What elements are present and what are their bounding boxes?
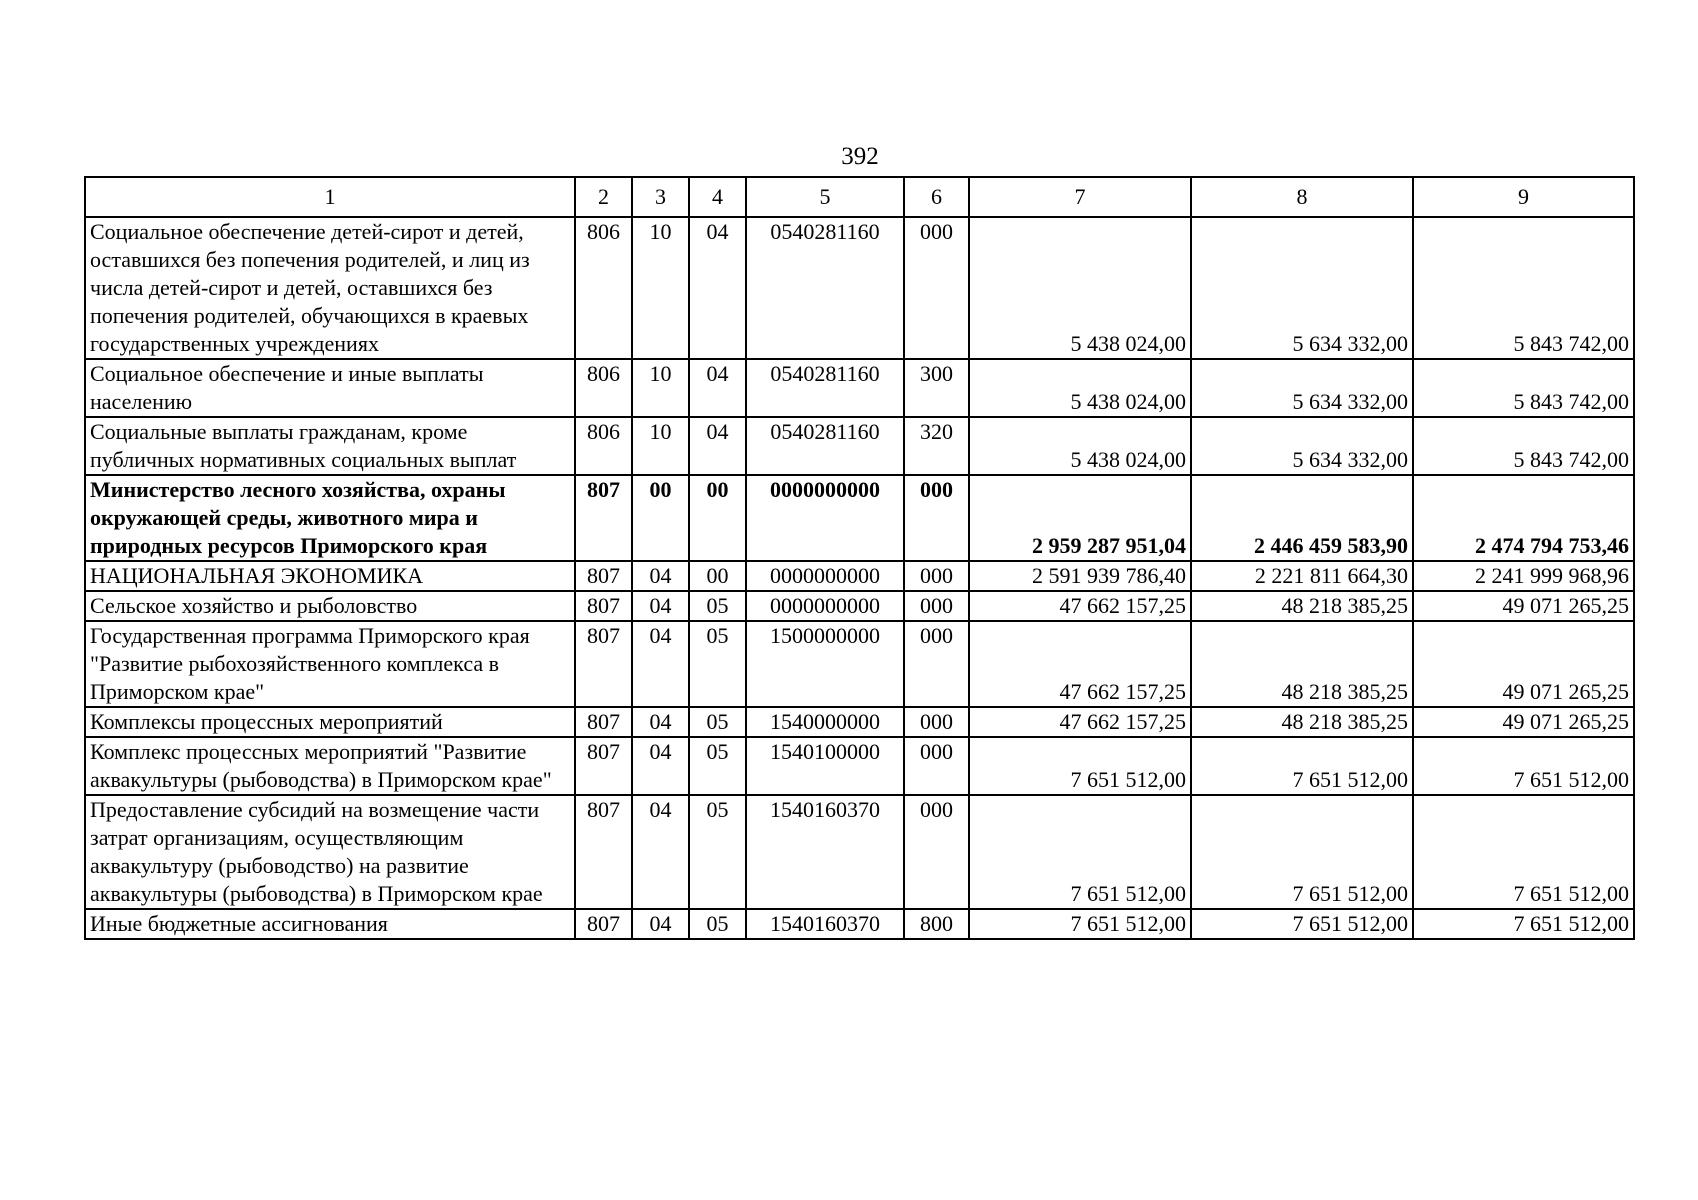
- row-name-cell: НАЦИОНАЛЬНАЯ ЭКОНОМИКА: [85, 561, 575, 591]
- page-number: 392: [841, 143, 879, 170]
- header-cell: 5: [746, 177, 904, 217]
- row-code-cell: 000: [904, 737, 969, 795]
- row-name-cell: Иные бюджетные ассигнования: [85, 909, 575, 939]
- row-code-cell: 807: [575, 737, 632, 795]
- row-code-cell: 04: [689, 359, 746, 417]
- header-cell: 2: [575, 177, 632, 217]
- row-amount-cell: 5 438 024,00: [969, 417, 1191, 475]
- header-cell: 4: [689, 177, 746, 217]
- table-row: [85, 737, 1634, 795]
- row-amount-cell: 5 634 332,00: [1191, 217, 1413, 359]
- table-row: [85, 621, 1634, 707]
- row-code-cell: 0000000000: [746, 475, 904, 561]
- row-code-cell: 300: [904, 359, 969, 417]
- header-cell: 7: [969, 177, 1191, 217]
- row-code-cell: 807: [575, 909, 632, 939]
- row-code-cell: 05: [689, 591, 746, 621]
- row-amount-cell: 48 218 385,25: [1191, 621, 1413, 707]
- row-code-cell: 0000000000: [746, 561, 904, 591]
- row-amount-cell: 7 651 512,00: [1413, 795, 1634, 909]
- row-amount-cell: 7 651 512,00: [1191, 795, 1413, 909]
- table-row: [85, 561, 1634, 591]
- row-code-cell: 806: [575, 217, 632, 359]
- row-amount-cell: 5 634 332,00: [1191, 359, 1413, 417]
- row-code-cell: 0540281160: [746, 359, 904, 417]
- row-code-cell: 1540160370: [746, 795, 904, 909]
- row-code-cell: 807: [575, 475, 632, 561]
- row-code-cell: 000: [904, 795, 969, 909]
- table-row: [85, 417, 1634, 475]
- row-amount-cell: 2 241 999 968,96: [1413, 561, 1634, 591]
- row-code-cell: 10: [632, 359, 689, 417]
- row-amount-cell: 2 959 287 951,04: [969, 475, 1191, 561]
- header-cell: 1: [85, 177, 575, 217]
- table-row: [85, 217, 1634, 359]
- row-code-cell: 04: [632, 909, 689, 939]
- row-code-cell: 04: [689, 217, 746, 359]
- row-code-cell: 00: [689, 475, 746, 561]
- row-code-cell: 04: [632, 737, 689, 795]
- row-code-cell: 000: [904, 591, 969, 621]
- row-amount-cell: 2 474 794 753,46: [1413, 475, 1634, 561]
- row-amount-cell: 5 438 024,00: [969, 359, 1191, 417]
- row-amount-cell: 2 221 811 664,30: [1191, 561, 1413, 591]
- row-amount-cell: 5 843 742,00: [1413, 359, 1634, 417]
- row-name-cell: Социальные выплаты гражданам, кроме публичных нормативных социальных выплат: [85, 417, 575, 475]
- row-name-cell: Комплексы процессных мероприятий: [85, 707, 575, 737]
- row-code-cell: 0540281160: [746, 217, 904, 359]
- row-code-cell: 0000000000: [746, 591, 904, 621]
- row-code-cell: 10: [632, 417, 689, 475]
- row-code-cell: 04: [632, 561, 689, 591]
- row-amount-cell: 7 651 512,00: [1413, 737, 1634, 795]
- row-amount-cell: 5 438 024,00: [969, 217, 1191, 359]
- table-row: [85, 909, 1634, 939]
- row-code-cell: 807: [575, 707, 632, 737]
- row-code-cell: 05: [689, 909, 746, 939]
- row-code-cell: 04: [632, 707, 689, 737]
- row-code-cell: 04: [689, 417, 746, 475]
- row-code-cell: 800: [904, 909, 969, 939]
- row-code-cell: 806: [575, 417, 632, 475]
- row-code-cell: 04: [632, 621, 689, 707]
- row-code-cell: 05: [689, 795, 746, 909]
- row-name-cell: Комплекс процессных мероприятий "Развитие аквакультуры (рыбоводства) в Приморском крае": [85, 737, 575, 795]
- budget-table: [84, 176, 1635, 940]
- row-code-cell: 000: [904, 707, 969, 737]
- row-name-cell: Сельское хозяйство и рыболовство: [85, 591, 575, 621]
- row-amount-cell: 49 071 265,25: [1413, 621, 1634, 707]
- row-amount-cell: 47 662 157,25: [969, 707, 1191, 737]
- row-amount-cell: 7 651 512,00: [969, 737, 1191, 795]
- row-amount-cell: 7 651 512,00: [969, 795, 1191, 909]
- row-name-cell: Социальное обеспечение детей-сирот и детей, оставшихся без попечения родителей, и лиц из числа детей-сирот и детей, оставшихся без попечения родителей, обучающихся в краевых государственных учреждениях: [85, 217, 575, 359]
- row-amount-cell: 5 634 332,00: [1191, 417, 1413, 475]
- row-code-cell: 320: [904, 417, 969, 475]
- row-code-cell: 806: [575, 359, 632, 417]
- row-amount-cell: 49 071 265,25: [1413, 591, 1634, 621]
- row-amount-cell: 2 591 939 786,40: [969, 561, 1191, 591]
- row-code-cell: 807: [575, 561, 632, 591]
- row-code-cell: 05: [689, 707, 746, 737]
- row-code-cell: 807: [575, 591, 632, 621]
- row-amount-cell: 7 651 512,00: [1191, 909, 1413, 939]
- row-amount-cell: 5 843 742,00: [1413, 417, 1634, 475]
- row-code-cell: 0540281160: [746, 417, 904, 475]
- row-code-cell: 1540100000: [746, 737, 904, 795]
- row-name-cell: Министерство лесного хозяйства, охраны окружающей среды, животного мира и природных ресурсов Приморского края: [85, 475, 575, 561]
- row-amount-cell: 7 651 512,00: [1413, 909, 1634, 939]
- row-code-cell: 000: [904, 561, 969, 591]
- row-amount-cell: 47 662 157,25: [969, 591, 1191, 621]
- row-code-cell: 1500000000: [746, 621, 904, 707]
- header-row: [85, 177, 1634, 217]
- row-code-cell: 1540000000: [746, 707, 904, 737]
- row-amount-cell: 7 651 512,00: [1191, 737, 1413, 795]
- header-cell: 8: [1191, 177, 1413, 217]
- table-row: [85, 591, 1634, 621]
- row-code-cell: 000: [904, 217, 969, 359]
- row-amount-cell: 5 843 742,00: [1413, 217, 1634, 359]
- row-code-cell: 05: [689, 737, 746, 795]
- table-row: [85, 795, 1634, 909]
- table-row: [85, 359, 1634, 417]
- row-code-cell: 10: [632, 217, 689, 359]
- table-row: [85, 707, 1634, 737]
- header-cell: 9: [1413, 177, 1634, 217]
- row-amount-cell: 47 662 157,25: [969, 621, 1191, 707]
- row-code-cell: 807: [575, 795, 632, 909]
- header-cell: 6: [904, 177, 969, 217]
- row-name-cell: Государственная программа Приморского края "Развитие рыбохозяйственного комплекса в Приморском крае": [85, 621, 575, 707]
- row-amount-cell: 48 218 385,25: [1191, 591, 1413, 621]
- row-code-cell: 04: [632, 795, 689, 909]
- row-code-cell: 807: [575, 621, 632, 707]
- row-name-cell: Предоставление субсидий на возмещение части затрат организациям, осуществляющим аквакультуру (рыбоводство) на развитие аквакультуры (рыбоводства) в Приморском крае: [85, 795, 575, 909]
- row-code-cell: 000: [904, 475, 969, 561]
- row-code-cell: 000: [904, 621, 969, 707]
- row-amount-cell: 2 446 459 583,90: [1191, 475, 1413, 561]
- table-row: [85, 475, 1634, 561]
- row-amount-cell: 7 651 512,00: [969, 909, 1191, 939]
- row-name-cell: Социальное обеспечение и иные выплаты населению: [85, 359, 575, 417]
- row-code-cell: 05: [689, 621, 746, 707]
- row-code-cell: 00: [689, 561, 746, 591]
- row-code-cell: 00: [632, 475, 689, 561]
- row-amount-cell: 48 218 385,25: [1191, 707, 1413, 737]
- row-code-cell: 1540160370: [746, 909, 904, 939]
- header-cell: 3: [632, 177, 689, 217]
- row-amount-cell: 49 071 265,25: [1413, 707, 1634, 737]
- row-code-cell: 04: [632, 591, 689, 621]
